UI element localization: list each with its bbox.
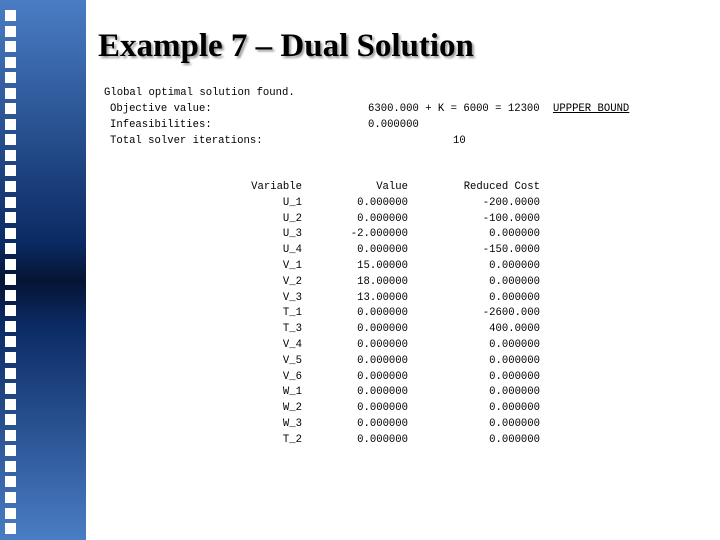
value-cell: 0.000000 [357,417,408,430]
square-bullet [5,476,16,487]
square-bullet [5,10,16,21]
variable-cell: U_2 [282,212,302,225]
infeasibilities-value: 0.000000 [368,119,419,131]
square-bullet [5,461,16,472]
reduced-cost-cell: 0.000000 [489,433,540,446]
square-bullet [5,197,16,208]
square-bullet [5,243,16,254]
square-bullet [5,368,16,379]
value-column [318,180,408,449]
square-bullet [5,290,16,301]
square-bullet [5,41,16,52]
value-cell: 0.000000 [357,338,408,351]
value-cell: 0.000000 [357,370,408,383]
reduced-cost-cell: 0.000000 [489,354,540,367]
solution-status: Global optimal solution found. [104,87,295,99]
square-bullet [5,103,16,114]
square-bullet [5,430,16,441]
value-cell: 13.00000 [357,291,408,304]
left-sidebar [0,0,86,540]
variable-column [200,180,302,449]
variable-cell: V_3 [282,291,302,304]
value-header: Value [376,181,408,193]
reduced-cost-cell: -100.0000 [482,212,540,225]
reduced-cost-cell: 0.000000 [489,417,540,430]
value-cell: 0.000000 [357,212,408,225]
reduced-cost-cell: -200.0000 [482,196,540,209]
square-bullet [5,492,16,503]
square-bullet [5,523,16,534]
slide-title: Example 7 – Dual Solution [98,28,474,64]
iterations-label: Total solver iterations: [110,135,263,147]
square-bullet [5,26,16,37]
variable-cell: V_4 [282,338,302,351]
variable-cell: V_6 [282,370,302,383]
value-cell: 0.000000 [357,386,408,399]
square-bullet [5,150,16,161]
variable-cell: W_2 [282,402,302,415]
square-bullet [5,445,16,456]
iterations-value: 10 [453,135,466,147]
value-cell: 18.00000 [357,275,408,288]
variable-cell: T_2 [282,433,302,446]
value-cell: 0.000000 [357,323,408,336]
variable-cell: U_1 [282,196,302,209]
reduced-cost-cell: 0.000000 [489,370,540,383]
square-bullet [5,228,16,239]
variable-cell: W_1 [282,386,302,399]
variable-cell: U_3 [282,228,302,241]
square-bullet [5,72,16,83]
variable-cell: W_3 [282,417,302,430]
square-bullets-strip [5,10,19,539]
variable-header: Variable [251,181,302,193]
reduced-cost-cell: 0.000000 [489,338,540,351]
reduced-cost-header: Reduced Cost [463,181,540,193]
reduced-cost-cell: 0.000000 [489,275,540,288]
value-cell: 15.00000 [357,259,408,272]
variable-cell: V_2 [282,275,302,288]
square-bullet [5,181,16,192]
variable-cell: T_3 [282,323,302,336]
objective-value: 6300.000 + K = 6000 = 12300 [368,103,540,115]
reduced-cost-cell: -2600.000 [482,307,540,320]
square-bullet [5,321,16,332]
value-cell: 0.000000 [357,354,408,367]
square-bullet [5,165,16,176]
variable-cell: U_4 [282,244,302,257]
square-bullet [5,134,16,145]
value-cell: 0.000000 [357,402,408,415]
reduced-cost-cell: 400.0000 [489,323,540,336]
square-bullet [5,259,16,270]
value-cell: 0.000000 [357,244,408,257]
variable-cell: V_5 [282,354,302,367]
square-bullet [5,274,16,285]
variable-cell: T_1 [282,307,302,320]
reduced-cost-cell: 0.000000 [489,386,540,399]
reduced-cost-cell: -150.0000 [482,244,540,257]
reduced-cost-cell: 0.000000 [489,228,540,241]
value-cell: 0.000000 [357,433,408,446]
square-bullet [5,88,16,99]
square-bullet [5,305,16,316]
square-bullet [5,399,16,410]
square-bullet [5,336,16,347]
variable-cell: V_1 [282,259,302,272]
objective-label: Objective value: [110,103,212,115]
objective-note: UPPPER BOUND [553,103,630,115]
reduced-cost-column [430,180,540,449]
square-bullet [5,414,16,425]
square-bullet [5,57,16,68]
square-bullet [5,352,16,363]
value-cell: 0.000000 [357,307,408,320]
square-bullet [5,508,16,519]
reduced-cost-cell: 0.000000 [489,291,540,304]
reduced-cost-cell: 0.000000 [489,259,540,272]
square-bullet [5,212,16,223]
reduced-cost-cell: 0.000000 [489,402,540,415]
infeasibilities-label: Infeasibilities: [110,119,212,131]
square-bullet [5,119,16,130]
square-bullet [5,383,16,394]
value-cell: 0.000000 [357,196,408,209]
value-cell: -2.000000 [350,228,408,241]
